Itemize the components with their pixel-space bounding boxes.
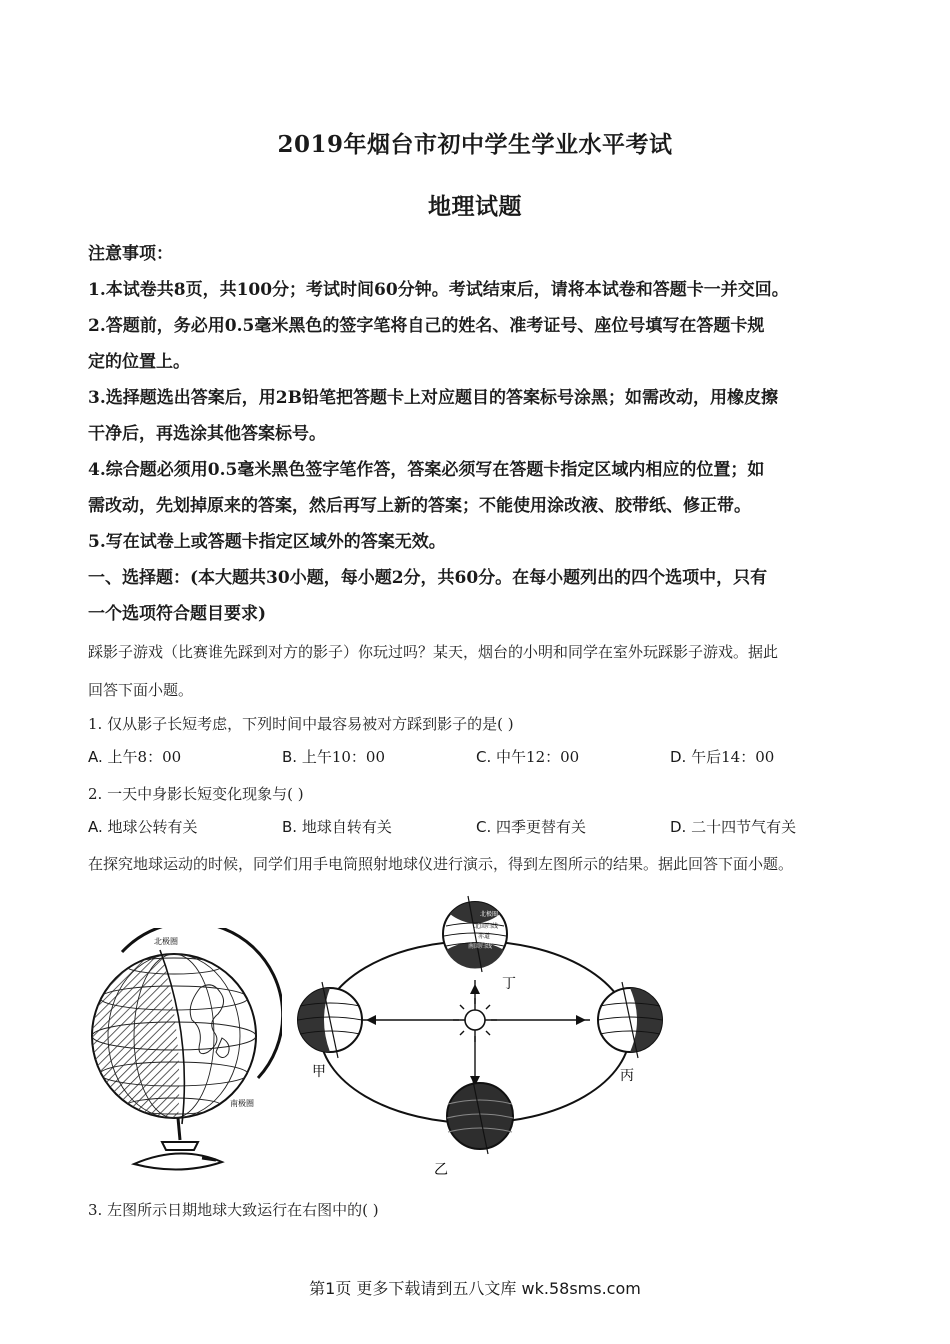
- globe-body: [92, 950, 256, 1124]
- notice-heading: 注意事项：: [88, 244, 173, 264]
- position-bing-label: 丙: [620, 1068, 634, 1084]
- option-label: A.: [88, 748, 103, 766]
- footer-url-link[interactable]: wk.58sms.com: [521, 1279, 641, 1298]
- globe-south-circle-label: 南极圈: [230, 1099, 254, 1108]
- footer-middle: 页 更多下载请到五八文库: [335, 1279, 517, 1298]
- option-text: 四季更替有关: [496, 818, 587, 836]
- notice-item-1: 1.本试卷共8页，共100分；考试时间60分钟。考试结束后，请将本试卷和答题卡一并交回。: [88, 280, 789, 300]
- option-text: 上午8：00: [107, 748, 182, 766]
- option-label: C.: [476, 748, 492, 766]
- q1-stem: 1. 仅从影子长短考虑，下列时间中最容易被对方踩到影子的是( ): [88, 715, 514, 733]
- notice-item-4b: 需改动，先划掉原来的答案，然后再写上新的答案；不能使用涂改液、胶带纸、修正带。: [88, 496, 751, 516]
- orbit-figure: [290, 890, 670, 1180]
- position-ding-label: 丁: [502, 976, 516, 992]
- option-label: A.: [88, 818, 103, 836]
- option-text: 上午10：00: [301, 748, 386, 766]
- option-text: 中午12：00: [496, 748, 580, 766]
- earth-right: [598, 982, 662, 1058]
- earth-bottom: [447, 1076, 513, 1154]
- orbit-axes: [362, 980, 590, 1090]
- passage2-line: 在探究地球运动的时候，同学们用手电筒照射地球仪进行演示，得到左图所示的结果。据此回答下面小题。: [88, 855, 794, 873]
- q1-option-a: [88, 746, 181, 768]
- footer-prefix: 第: [309, 1279, 326, 1298]
- page-footer: [0, 1276, 950, 1299]
- q2-option-a: [88, 816, 198, 838]
- globe-stand: [134, 1118, 222, 1170]
- globe-figure: [82, 928, 282, 1178]
- q2-option-c: [476, 816, 586, 838]
- exam-title: 2019年烟台市初中学生学业水平考试: [277, 131, 673, 158]
- globe-north-circle-label: 北极圈: [154, 937, 178, 946]
- option-label: C.: [476, 818, 492, 836]
- q1-option-c: [476, 746, 579, 768]
- footer-page-number: 1: [325, 1279, 336, 1298]
- option-text: 午后14：00: [691, 748, 775, 766]
- earth-label-arctic: 北极圈: [480, 911, 499, 918]
- notice-item-3a: 3.选择题选出答案后，用2B铅笔把答题卡上对应题目的答案标号涂黑；如需改动，用橡皮擦: [88, 388, 778, 408]
- option-label: B.: [282, 748, 298, 766]
- option-text: 地球公转有关: [107, 818, 198, 836]
- section1-heading-a: 一、选择题：(本大题共30小题，每小题2分，共60分。在每小题列出的四个选项中，只有: [88, 568, 768, 588]
- notice-item-2b: 定的位置上。: [88, 352, 190, 372]
- earth-label-tropic-cancer: 北回归线: [474, 923, 499, 930]
- q1-option-d: [670, 746, 774, 768]
- position-yi-label: 乙: [434, 1162, 448, 1178]
- notice-item-3b: 干净后，再选涂其他答案标号。: [88, 424, 326, 444]
- earth-top: [443, 896, 507, 972]
- option-label: B.: [282, 818, 298, 836]
- earth-left: [298, 982, 362, 1058]
- notice-item-2a: 2.答题前，务必用0.5毫米黑色的签字笔将自己的姓名、准考证号、座位号填写在答题卡规: [88, 316, 765, 336]
- earth-label-tropic-capricorn: 南回归线: [468, 943, 493, 950]
- q2-stem: 2. 一天中身影长短变化现象与( ): [88, 785, 304, 803]
- q2-option-d: [670, 816, 796, 838]
- option-text: 地球自转有关: [301, 818, 392, 836]
- passage1-line-b: 回答下面小题。: [88, 681, 194, 699]
- option-label: D.: [670, 818, 687, 836]
- q1-option-b: [282, 746, 385, 768]
- section1-heading-b: 一个选项符合题目要求): [88, 604, 267, 624]
- option-text: 二十四节气有关: [691, 818, 797, 836]
- q2-option-b: [282, 816, 392, 838]
- q3-stem: 3. 左图所示日期地球大致运行在右图中的( ): [88, 1201, 379, 1219]
- position-jia-label: 甲: [312, 1064, 326, 1080]
- notice-item-5: 5.写在试卷上或答题卡指定区域外的答案无效。: [88, 532, 446, 552]
- option-label: D.: [670, 748, 687, 766]
- exam-subtitle: 地理试题: [428, 193, 522, 220]
- earth-label-equator: 赤道: [478, 933, 491, 940]
- passage1-line-a: 踩影子游戏（比赛谁先踩到对方的影子）你玩过吗？某天，烟台的小明和同学在室外玩踩影子游戏。据此: [88, 643, 779, 661]
- notice-item-4a: 4.综合题必须用0.5毫米黑色签字笔作答，答案必须写在答题卡指定区域内相应的位置；如: [88, 460, 765, 480]
